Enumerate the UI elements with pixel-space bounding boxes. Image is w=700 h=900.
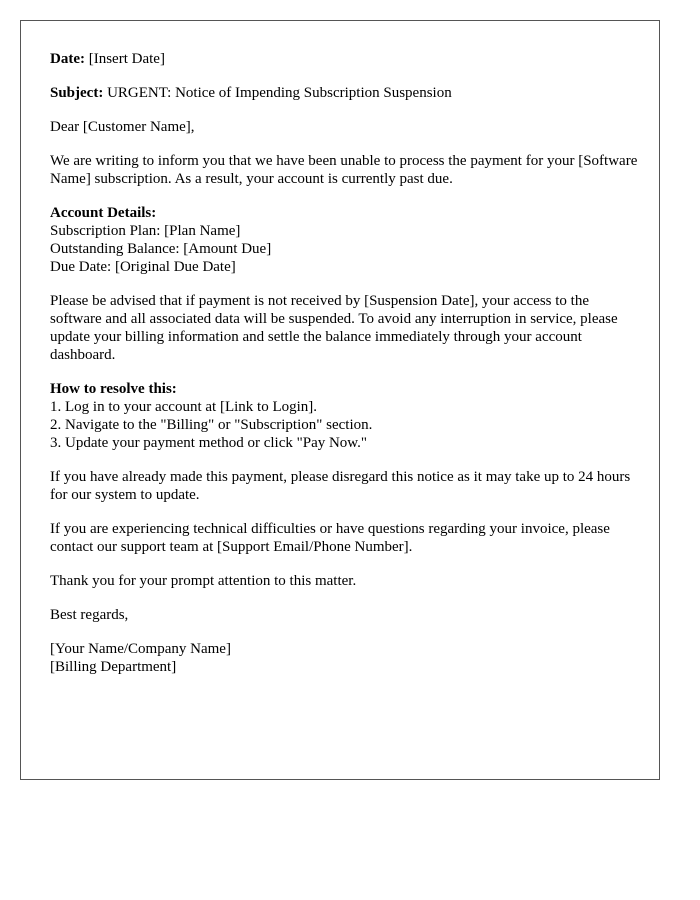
date-line [50,50,640,68]
subject-value: URGENT: Notice of Impending Subscription Suspension [107,85,452,101]
letter-page [20,20,660,780]
account-detail-plan: Subscription Plan: [Plan Name] [50,223,241,239]
subject-line [50,84,640,102]
date-value: [Insert Date] [88,51,165,67]
account-detail-balance: Outstanding Balance: [Amount Due] [50,241,272,257]
support-paragraph: If you are experiencing technical difficulties or have questions regarding your invoice, please contact our support team at [Support Email/Phone Number]. [50,521,610,555]
resolve-step-3: 3. Update your payment method or click "Pay Now." [50,435,368,451]
account-details-section [50,204,640,276]
thanks-paragraph: Thank you for your prompt attention to this matter. [50,573,357,589]
resolve-step-2: 2. Navigate to the "Billing" or "Subscription" section. [50,417,373,433]
signature-block [50,640,640,676]
subject-label: Subject: [50,85,104,101]
salutation: Dear [Customer Name], [50,119,195,135]
advisory-paragraph: Please be advised that if payment is not received by [Suspension Date], your access to the software and all associated data will be suspended. To avoid any interruption in service, please update your billing information and settle the balance immediately through your account dashboard. [50,293,618,363]
closing: Best regards, [50,607,129,623]
resolve-heading: How to resolve this: [50,381,177,397]
signature-department: [Billing Department] [50,659,177,675]
letter-body [50,50,640,692]
signature-name: [Your Name/Company Name] [50,641,231,657]
account-details-heading: Account Details: [50,205,157,221]
date-label: Date: [50,51,85,67]
disregard-paragraph: If you have already made this payment, please disregard this notice as it may take up to 24 hours for our system to update. [50,469,631,503]
resolve-section [50,380,640,452]
account-detail-due-date: Due Date: [Original Due Date] [50,259,236,275]
intro-paragraph: We are writing to inform you that we have been unable to process the payment for your [Software Name] subscription. As a result, your account is currently past due. [50,153,638,187]
resolve-step-1: 1. Log in to your account at [Link to Login]. [50,399,318,415]
